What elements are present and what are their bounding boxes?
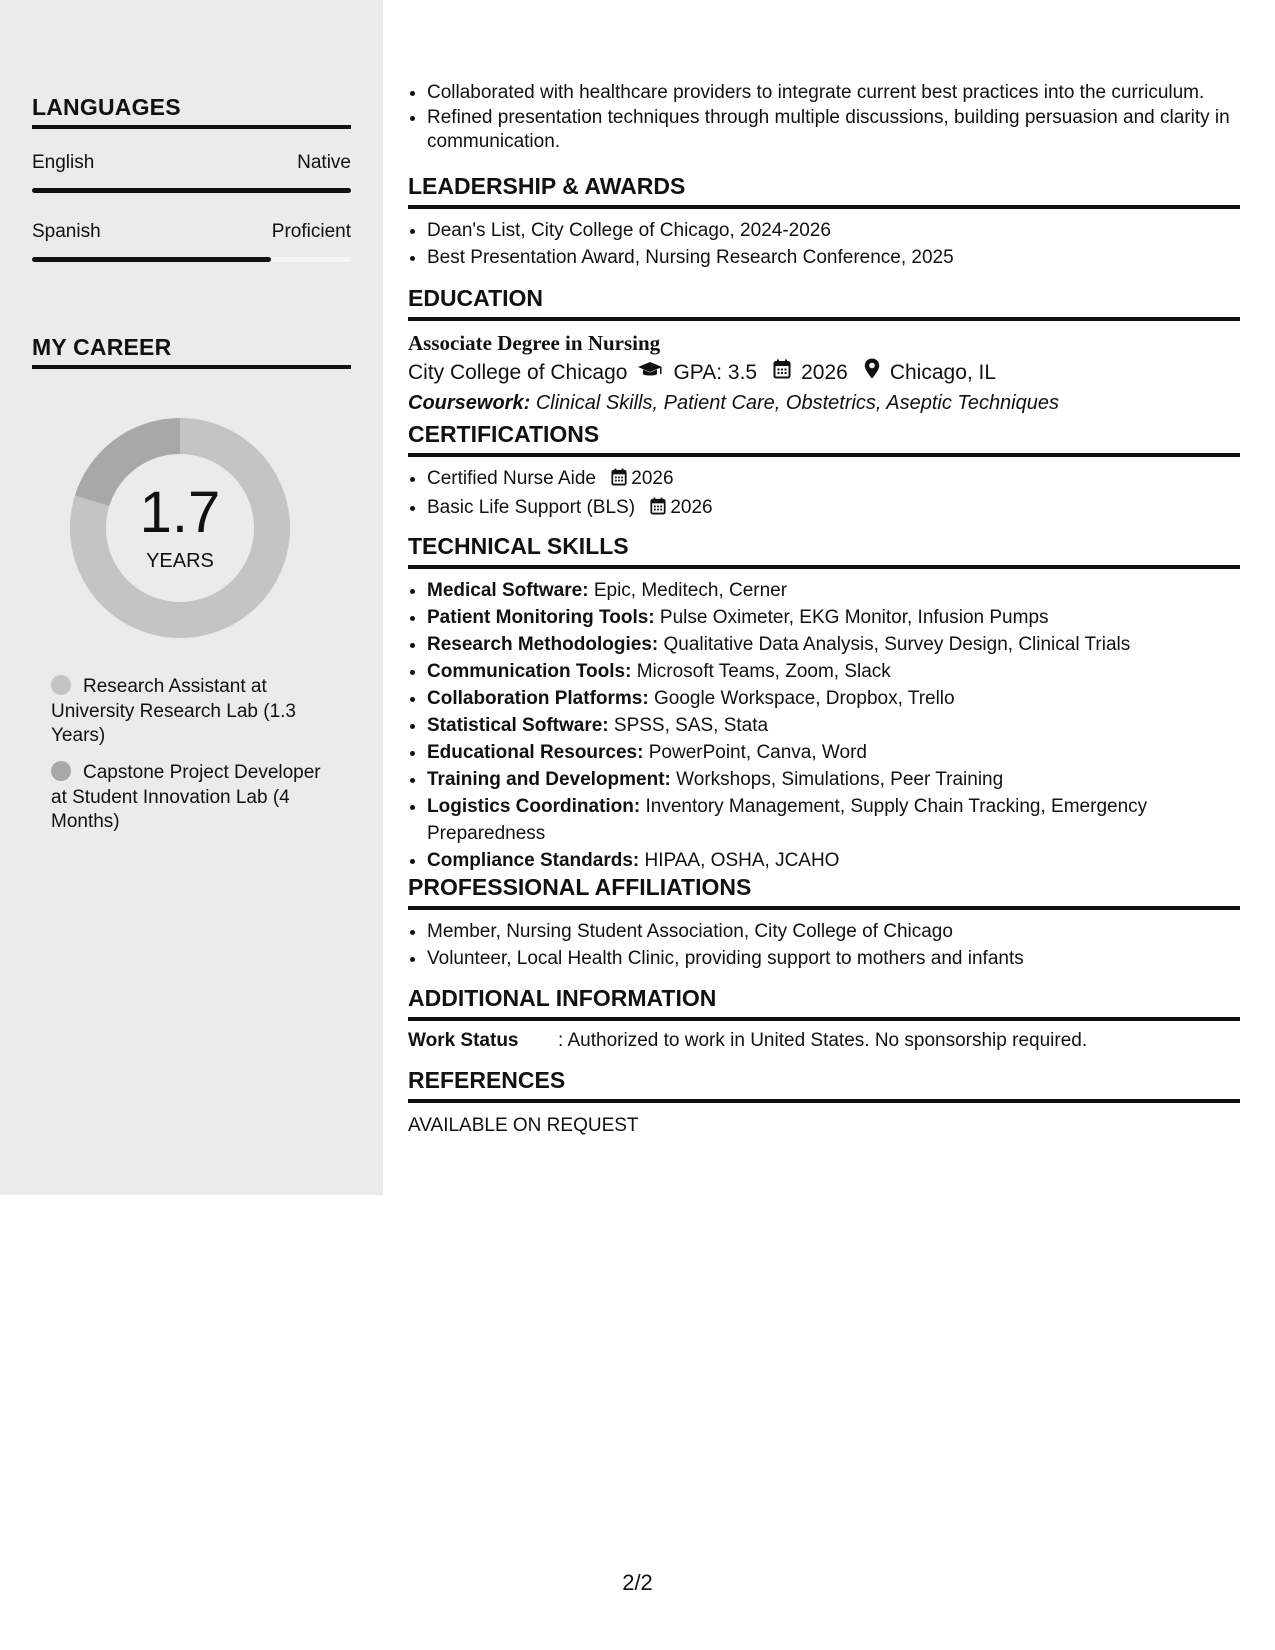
skill-value: HIPAA, OSHA, JCAHO xyxy=(644,850,840,871)
page-number: 2/2 xyxy=(622,1570,653,1595)
certification-name: Certified Nurse Aide xyxy=(427,468,596,489)
skill-item xyxy=(427,577,1240,604)
references-section xyxy=(408,1066,1240,1137)
work-status-row xyxy=(408,1029,1240,1053)
skill-item xyxy=(427,766,1240,793)
languages-heading: LANGUAGES xyxy=(32,93,351,129)
section-heading: PROFESSIONAL AFFILIATIONS xyxy=(408,873,1240,910)
legend-dot xyxy=(51,675,71,695)
career-section xyxy=(32,333,351,369)
section-heading: ADDITIONAL INFORMATION xyxy=(408,984,1240,1021)
graduation-year: 2026 xyxy=(801,361,848,384)
coursework-line xyxy=(408,388,1240,418)
list-item: • Volunteer, Local Health Clinic, providing support to mothers and infants xyxy=(427,945,1240,972)
language-name: English xyxy=(32,152,95,173)
list-item: • Refined presentation techniques through multiple discussions, building persuasion and clarity in communication. xyxy=(427,106,1240,154)
skill-label: Patient Monitoring Tools: xyxy=(427,607,655,628)
calendar-icon xyxy=(650,496,666,523)
legend-dot xyxy=(51,761,71,781)
section-heading: REFERENCES xyxy=(408,1066,1240,1103)
languages-section xyxy=(32,93,351,129)
degree-title: Associate Degree in Nursing xyxy=(408,331,661,355)
gpa-text: GPA: 3.5 xyxy=(673,361,758,384)
language-proficiency-fill xyxy=(32,257,271,262)
work-status-value: : Authorized to work in United States. No sponsorship required. xyxy=(558,1030,1088,1051)
skill-value: Workshops, Simulations, Peer Training xyxy=(676,769,1004,790)
skill-label: Collaboration Platforms: xyxy=(427,688,649,709)
education-details xyxy=(408,357,1240,388)
language-item-spanish xyxy=(32,221,351,262)
list-item: • Best Presentation Award, Nursing Research Conference, 2025 xyxy=(427,244,1240,271)
career-legend-item xyxy=(51,761,331,835)
skill-value: Pulse Oximeter, EKG Monitor, Infusion Pumps xyxy=(659,607,1049,628)
career-total-unit: YEARS xyxy=(146,550,214,572)
skill-label: Logistics Coordination: xyxy=(427,796,641,817)
location-pin-icon xyxy=(864,357,880,388)
career-legend-item xyxy=(51,675,331,749)
skill-value: Qualitative Data Analysis, Survey Design, Clinical Trials xyxy=(663,634,1131,655)
graduation-cap-icon xyxy=(637,357,663,388)
leadership-section xyxy=(408,172,1240,271)
coursework-list: Clinical Skills, Patient Care, Obstetrics, Aseptic Techniques xyxy=(535,392,1059,414)
skill-item xyxy=(427,631,1240,658)
career-legend-label: Research Assistant at University Research Lab (1.3 Years) xyxy=(51,676,296,746)
skill-item xyxy=(427,604,1240,631)
list-item: • Member, Nursing Student Association, City College of Chicago xyxy=(427,918,1240,945)
section-heading: LEADERSHIP & AWARDS xyxy=(408,172,1240,209)
work-status-label: Work Status xyxy=(408,1030,519,1051)
skill-label: Educational Resources: xyxy=(427,742,644,763)
experience-bullets xyxy=(408,79,1240,154)
skill-label: Statistical Software: xyxy=(427,715,609,736)
skill-label: Communication Tools: xyxy=(427,661,632,682)
references-text: AVAILABLE ON REQUEST xyxy=(408,1115,639,1136)
career-heading: MY CAREER xyxy=(32,333,351,369)
section-heading: CERTIFICATIONS xyxy=(408,420,1240,457)
skill-value: Epic, Meditech, Cerner xyxy=(593,580,788,601)
skill-label: Medical Software: xyxy=(427,580,589,601)
skill-value: Microsoft Teams, Zoom, Slack xyxy=(636,661,891,682)
language-level: Native xyxy=(297,152,351,173)
skill-value: Inventory Management, Supply Chain Tracking, Emergency Preparedness xyxy=(427,796,1148,844)
certification-year: 2026 xyxy=(631,468,674,489)
list-item: • Dean's List, City College of Chicago, 2024-2026 xyxy=(427,217,1240,244)
skill-item xyxy=(427,739,1240,766)
skill-label: Training and Development: xyxy=(427,769,671,790)
calendar-icon xyxy=(773,357,791,388)
section-heading: TECHNICAL SKILLS xyxy=(408,532,1240,569)
skill-label: Compliance Standards: xyxy=(427,850,640,871)
language-level: Proficient xyxy=(271,221,351,242)
career-donut-chart xyxy=(65,413,295,643)
education-section xyxy=(408,284,1240,418)
skill-value: PowerPoint, Canva, Word xyxy=(648,742,867,763)
skill-value: Google Workspace, Dropbox, Trello xyxy=(653,688,955,709)
coursework-label: Coursework: xyxy=(408,392,531,414)
language-proficiency-bar xyxy=(32,188,351,193)
calendar-icon xyxy=(611,467,627,494)
skill-label: Research Methodologies: xyxy=(427,634,659,655)
language-proficiency-fill xyxy=(32,188,351,193)
career-legend-label: Capstone Project Developer at Student Innovation Lab (4 Months) xyxy=(51,762,321,832)
language-name: Spanish xyxy=(32,221,101,242)
skill-item xyxy=(427,847,1240,874)
list-item: • Collaborated with healthcare providers to integrate current best practices into the curriculum. xyxy=(427,79,1240,106)
affiliations-section xyxy=(408,873,1240,972)
additional-info-section xyxy=(408,984,1240,1053)
list-item xyxy=(427,465,1240,494)
school-location: Chicago, IL xyxy=(889,361,997,384)
section-heading: EDUCATION xyxy=(408,284,1240,321)
technical-skills-section xyxy=(408,532,1240,874)
language-proficiency-bar xyxy=(32,257,351,262)
sidebar xyxy=(0,0,383,1195)
career-total-value: 1.7 xyxy=(139,480,221,545)
school-name: City College of Chicago xyxy=(408,361,628,384)
skill-value: SPSS, SAS, Stata xyxy=(613,715,769,736)
certification-year: 2026 xyxy=(670,497,713,518)
certification-name: Basic Life Support (BLS) xyxy=(427,497,636,518)
skill-item xyxy=(427,658,1240,685)
certifications-section xyxy=(408,420,1240,523)
skill-item xyxy=(427,793,1240,847)
list-item xyxy=(427,494,1240,523)
skill-item xyxy=(427,712,1240,739)
language-item-english xyxy=(32,152,351,193)
skill-item xyxy=(427,685,1240,712)
